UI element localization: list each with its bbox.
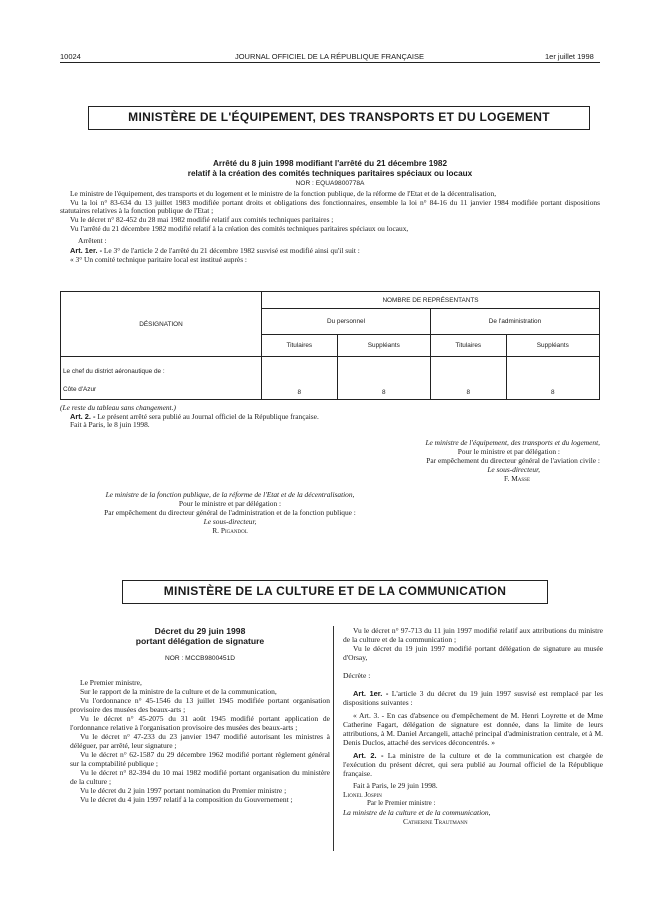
row-chef: Le chef du district aéronautique de :	[63, 368, 165, 375]
paragraph: Le Premier ministre,	[80, 678, 142, 687]
title-line: portant délégation de signature	[135, 636, 265, 646]
signature-line: Le ministre de la fonction publique, de la réforme de l'Etat et de la décentralisation,	[105, 490, 355, 499]
right-column	[343, 626, 603, 826]
signature-line: Le sous-directeur,	[487, 465, 540, 474]
signature-line: Par empêchement du directeur général de l'aviation civile :	[426, 456, 600, 465]
visa-paragraph: Vu l'arrêté du 21 décembre 1982 modifié relatif à la création des comités techniques paritaires spéciaux ou locaux,	[70, 223, 409, 233]
table-cell: 8	[430, 357, 506, 400]
paragraph: Sur le rapport de la ministre de la culture et de la communication,	[80, 687, 277, 696]
table-row-label	[61, 357, 262, 400]
du-personnel-header: Du personnel	[262, 309, 431, 335]
article-label: Art. 2. -	[353, 751, 384, 760]
article-label: Art. 1er. -	[70, 246, 103, 256]
issue-date: 1er juillet 1998	[545, 52, 594, 61]
nor-reference: NOR : MCCB9800451D	[165, 655, 235, 662]
paragraph: Vu l'ordonnance n° 45-1546 du 13 juillet 1945 modifiée portant organisation provisoire des musées des beaux-arts ;	[70, 696, 330, 714]
paragraph: Vu le décret n° 45-2075 du 31 août 1945 modifié portant application de l'ordonnance relative à l'organisation provisoire des musées des beaux-arts ;	[70, 714, 330, 732]
article-text: Le 3° de l'article 2 de l'arrêté du 21 décembre 1982 susvisé est modifié ainsi qu'il suit :	[103, 246, 360, 256]
article-1	[343, 689, 603, 707]
decrete: Décrète :	[343, 671, 371, 680]
visa-paragraph: Vu la loi n° 83-634 du 13 juillet 1983 modifiée portant droits et obligations des fonctionnaires, ensemble la loi n° 84-16 du 11 janvier 1984 modifiée portant dispositions statutaires relatives à la fonction publique de l'Etat ;	[60, 197, 600, 216]
section1-closing	[60, 404, 600, 430]
paragraph: Vu le décret du 4 juin 1997 relatif à la composition du Gouvernement ;	[80, 795, 293, 804]
paragraph: Vu le décret n° 97-713 du 11 juin 1997 modifié relatif aux attributions du ministre de la culture et de la communication ;	[343, 626, 603, 644]
administration-header: De l'administration	[430, 309, 599, 335]
paragraph: Vu le décret n° 47-233 du 23 janvier 1947 modifié autorisant les ministres à déléguer, par arrêté, leur signature ;	[70, 732, 330, 750]
ministre-title: La ministre de la culture et de la communication,	[343, 808, 491, 817]
titulaires-header: Titulaires	[262, 335, 338, 357]
article-3-quote: « Art. 3. - En cas d'absence ou d'empêchement de M. Henri Loyrette et de Mme Catherine Fagart, délégation de signature est donnée, dans la limite de leurs attributions, à M. Daniel Arcangeli, attaché principal d'administration centrale, et à M. Denis Duclos, attaché des services déconcentrés. »	[343, 711, 603, 747]
signature-block-2	[60, 490, 400, 535]
intro-paragraph: Le ministre de l'équipement, des transports et du logement et le ministre de la fonction publique, de la réforme de l'Etat et de la décentralisation,	[70, 189, 497, 198]
nor-reference: NOR : EQUA9800778A	[295, 180, 365, 187]
ministre-name: Catherine Trautmann	[403, 817, 468, 826]
decree-title-1	[60, 159, 600, 178]
title-line: Décret du 29 juin 1998	[154, 626, 246, 636]
arretent: Arrêtent :	[78, 235, 107, 245]
title-line: Arrêté du 8 juin 1998 modifiant l'arrêté du 21 décembre 1982	[212, 159, 447, 168]
journal-title: JOURNAL OFFICIEL DE LA RÉPUBLIQUE FRANÇAISE	[234, 52, 425, 61]
signer-name: Lionel Jospin	[343, 790, 382, 799]
representatives-table	[60, 291, 600, 400]
fait-a-paris: Fait à Paris, le 29 juin 1998.	[353, 781, 438, 790]
section1-body	[60, 190, 600, 265]
page-number: 10024	[60, 52, 81, 61]
signature-line: Pour le ministre et par délégation :	[457, 447, 560, 456]
paragraph: Vu le décret n° 62-1587 du 29 décembre 1962 modifié portant règlement général sur la comptabilité publique ;	[70, 750, 330, 768]
signature-name: F. Masse	[503, 474, 530, 483]
reste-note: (Le reste du tableau sans changement.)	[60, 403, 176, 412]
left-column	[70, 626, 330, 804]
article-text: L'article 3 du décret du 19 juin 1997 susvisé est remplacé par les dispositions suivantes :	[343, 689, 604, 707]
decree-title-2	[70, 626, 330, 646]
paragraph: Vu le décret n° 82-394 du 10 mai 1982 modifié portant organisation du ministère de la culture ;	[70, 768, 330, 786]
table-cell: 8	[337, 357, 430, 400]
suppleants-header: Suppléants	[506, 335, 599, 357]
paragraph: Vu le décret du 19 juin 1997 modifié portant délégation de signature au musée d'Orsay,	[343, 644, 603, 662]
nombre-header: NOMBRE DE REPRÉSENTANTS	[262, 292, 600, 309]
article-text: La ministre de la culture et de la communication est chargée de l'exécution du présent décret, qui sera publié au Journal officiel de la République française.	[343, 751, 604, 778]
title-line: relatif à la création des comités techniques paritaires spéciaux ou locaux	[187, 168, 473, 178]
fait-a-paris: Fait à Paris, le 8 juin 1998.	[70, 420, 150, 430]
quote-line: « 3° Un comité technique paritaire local est institué auprès :	[70, 254, 247, 264]
signature-line: Par empêchement du directeur général de l'administration et de la fonction publique :	[104, 508, 356, 517]
designation-header: DÉSIGNATION	[61, 292, 262, 357]
table-cell: 8	[506, 357, 599, 400]
row-cote: Côte d'Azur	[63, 386, 97, 393]
column-divider	[333, 626, 334, 851]
article-text: Le présent arrêté sera publié au Journal officiel de la République française.	[97, 411, 319, 421]
article-2	[343, 751, 603, 778]
header-rule	[60, 62, 600, 63]
signature-line: Le ministre de l'équipement, des transports et du logement,	[425, 438, 600, 447]
suppleants-header: Suppléants	[337, 335, 430, 357]
signature-block-1	[300, 438, 600, 483]
article-label: Art. 2. -	[70, 411, 96, 421]
titulaires-header: Titulaires	[430, 335, 506, 357]
ministry-culture-box: MINISTÈRE DE LA CULTURE ET DE LA COMMUNICATION	[122, 580, 548, 604]
left-paragraphs	[70, 678, 330, 804]
paragraph: Vu le décret du 2 juin 1997 portant nomination du Premier ministre ;	[80, 786, 287, 795]
ministry-equipement-box: MINISTÈRE DE L'ÉQUIPEMENT, DES TRANSPORTS ET DU LOGEMENT	[88, 106, 590, 130]
signature-line: Le sous-directeur,	[203, 517, 257, 526]
signature-name: R. Pigandol	[212, 526, 248, 535]
visa-paragraph: Vu le décret n° 82-452 du 28 mai 1982 modifié relatif aux comités techniques paritaires ;	[70, 215, 334, 225]
signature-line: Pour le ministre et par délégation :	[178, 499, 282, 508]
par-premier-ministre: Par le Premier ministre :	[367, 799, 436, 807]
article-label: Art. 1er. -	[353, 689, 389, 698]
table-cell: 8	[262, 357, 338, 400]
